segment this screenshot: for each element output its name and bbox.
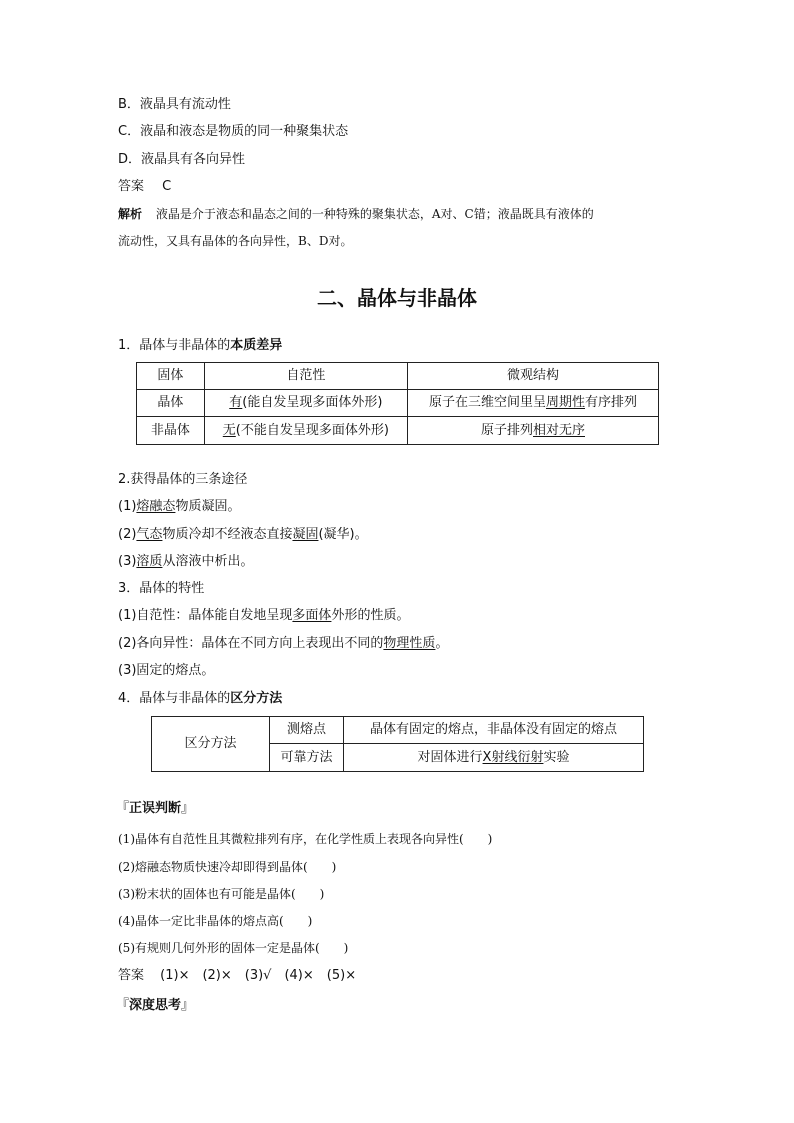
judge-item-5: (5)有规则几何外形的固体一定是晶体( ) <box>118 941 349 955</box>
key-term: X射线衍射 <box>482 749 544 765</box>
part1-heading-num: 1． <box>118 338 140 353</box>
item-text: 从溶液中析出。 <box>162 554 254 569</box>
item-text: 。 <box>435 636 449 651</box>
analysis-line-2: 流动性，又具有晶体的各向异性，B、D对。 <box>118 234 353 248</box>
section-title: 二、晶体与非晶体 <box>317 286 477 310</box>
item-text: (1)自范性：晶体能自发地呈现 <box>118 608 293 623</box>
method-reliable-desc <box>344 744 644 772</box>
item-text: (凝华)。 <box>318 527 368 542</box>
essence-row-crystal-self <box>204 390 407 417</box>
item-text: 对固体进行 <box>417 749 483 765</box>
part3-item-2 <box>118 635 448 653</box>
answer-label: 答案 <box>118 968 145 983</box>
essence-row-crystal-micro <box>407 390 658 417</box>
part1-heading <box>118 337 282 355</box>
part2-item-1 <box>118 498 240 516</box>
part3-item-3: (3)固定的熔点。 <box>118 663 215 678</box>
analysis-text-1: 液晶是介于液态和晶态之间的一种特殊的聚集状态，A对、C错；液晶既具有液体的 <box>155 207 594 221</box>
essence-header-self: 自范性 <box>204 363 407 390</box>
bracket-open: 『 <box>116 998 130 1013</box>
item-number: (2) <box>118 527 137 542</box>
item-text: 物质冷却不经液态直接 <box>162 527 293 542</box>
part3-item-1 <box>118 607 409 625</box>
answer-line <box>118 178 171 196</box>
key-term: 多面体 <box>292 608 332 623</box>
part4-heading-num: 4． <box>118 691 140 706</box>
crystal-self-rest: (能自发呈现多面体外形) <box>242 395 383 410</box>
crystal-micro-post: 有序排列 <box>585 395 638 410</box>
essence-table <box>136 362 659 445</box>
distinguish-table <box>151 716 644 772</box>
part2-heading: 2.获得晶体的三条途径 <box>118 472 248 487</box>
method-reliable: 可靠方法 <box>270 744 344 772</box>
essence-header-solid: 固体 <box>137 363 205 390</box>
item-text: 外形的性质。 <box>331 608 410 623</box>
bracket-close: 』 <box>181 801 195 816</box>
distinguish-label: 区分方法 <box>152 717 270 772</box>
part2-item-3 <box>118 553 253 571</box>
amorphous-micro-key: 相对无序 <box>532 422 585 438</box>
judge-item-3: (3)粉末状的固体也有可能是晶体( ) <box>118 887 325 901</box>
part1-heading-plain: 晶体与非晶体的 <box>139 338 231 353</box>
key-term: 凝固 <box>292 527 319 542</box>
part4-heading <box>118 690 282 708</box>
deep-title-text: 深度思考 <box>129 998 182 1013</box>
item-text: 物质凝固。 <box>175 499 241 514</box>
answer-value: (1)× (2)× (3)√ (4)× (5)× <box>160 968 357 983</box>
essence-row-amorphous-self <box>204 417 407 445</box>
method-melting-desc: 晶体有固定的熔点，非晶体没有固定的熔点 <box>344 717 644 744</box>
choice-c: C．液晶和液态是物质的同一种聚集状态 <box>118 124 349 139</box>
analysis-label: 解析 <box>118 207 143 221</box>
judge-item-1: (1)晶体有自范性且其微粒排列有序，在化学性质上表现各向异性( ) <box>118 832 493 846</box>
choice-b: B．液晶具有流动性 <box>118 97 231 112</box>
answer-value: C <box>162 179 172 194</box>
choice-d: D．液晶具有各向异性 <box>118 152 246 167</box>
essence-header-micro: 微观结构 <box>407 363 658 390</box>
crystal-self-key: 有 <box>229 395 243 410</box>
amorphous-self-rest: (不能自发呈现多面体外形) <box>235 422 389 438</box>
part4-heading-plain: 晶体与非晶体的 <box>139 691 231 706</box>
item-number: (3) <box>118 554 137 569</box>
judge-answer <box>118 967 356 985</box>
crystal-micro-pre: 原子在三维空间里呈 <box>428 395 546 410</box>
essence-row-amorphous-name: 非晶体 <box>137 417 205 445</box>
item-number: (1) <box>118 499 137 514</box>
essence-row-amorphous-micro <box>407 417 658 445</box>
judge-title-text: 正误判断 <box>129 801 182 816</box>
part1-heading-bold: 本质差异 <box>230 338 283 353</box>
key-term: 物理性质 <box>383 636 436 651</box>
judge-title <box>116 800 194 818</box>
key-term: 溶质 <box>136 554 163 569</box>
judge-item-2: (2)熔融态物质快速冷却即得到晶体( ) <box>118 860 337 874</box>
part2-item-2 <box>118 526 368 544</box>
key-term: 气态 <box>136 527 163 542</box>
crystal-micro-key: 周期性 <box>545 395 585 410</box>
item-text: (2)各向异性：晶体在不同方向上表现出不同的 <box>118 636 384 651</box>
judge-item-4: (4)晶体一定比非晶体的熔点高( ) <box>118 914 313 928</box>
method-melting-point: 测熔点 <box>270 717 344 744</box>
bracket-open: 『 <box>116 801 130 816</box>
deep-title <box>116 997 194 1015</box>
bracket-close: 』 <box>181 998 195 1013</box>
answer-label: 答案 <box>118 179 145 194</box>
part4-heading-bold: 区分方法 <box>230 691 283 706</box>
part3-heading: 3．晶体的特性 <box>118 581 205 596</box>
key-term: 熔融态 <box>136 499 176 514</box>
amorphous-self-key: 无 <box>222 422 236 438</box>
item-text: 实验 <box>543 749 570 765</box>
essence-row-crystal-name: 晶体 <box>137 390 205 417</box>
amorphous-micro-pre: 原子排列 <box>480 422 533 438</box>
analysis-line-1 <box>118 205 594 223</box>
